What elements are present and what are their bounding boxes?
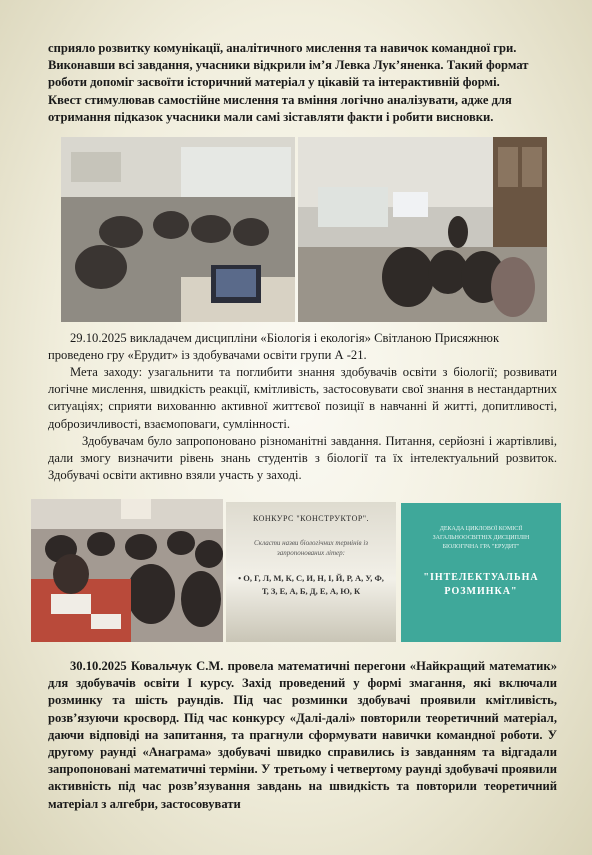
paragraph-math-race: 30.10.2025 Ковальчук С.М. провела математичні перегони «Найкращий математик» для здобувачів освіти І курсу. Захід проведений у формі змагання, які включали розминку та шість раундів. Під час розминки здобувачі проявили кмітливість, розв’язуючи кросворд. Під час конкурсу «Далі-далі» повторили теоретичний матеріал, даючи відповіді на запитання, та прагнули сформувати навички командної роботи. У другому раунді «Анаграма» здобувачі швидко справились із завданням та відгадали запропоновані математичні терміни. У третьому і четвертому раунді здобувачі проявили активність під час розв’язування завдань на швидкість та повторили теоретичний матеріал з алгебри, застосовувати <box>48 659 557 811</box>
slide-subtitle <box>226 538 396 558</box>
slide-konkurs-konstruktor <box>226 502 396 642</box>
header-line: ДЕКАДА ЦИКЛОВОЇ КОМІСІЇ <box>439 526 523 532</box>
subtitle-line: запропонованих літер: <box>276 549 345 557</box>
photo-classroom-projector <box>298 137 547 322</box>
slide-header <box>401 525 561 552</box>
text-line: Виконавши всі завдання, учасники відкрили ім’я Левка Лук’яненка. Такий формат <box>48 58 529 73</box>
photo-classroom-laptop <box>61 137 295 322</box>
paragraph-erudyt-tasks: Здобувачам було запропоновано різноманітні завдання. Питання, серйозні і жартівливі, дали змогу визначити рівень знань студентів з біології та їх інтелектуальний розвиток. Здобувачі освіти активно взяли участь у заході. <box>48 434 557 483</box>
title-line: РОЗМИНКА" <box>444 586 518 597</box>
title-line: "ІНТЕЛЕКТУАЛЬНА <box>423 572 539 583</box>
paragraph-erudyt-intro <box>48 330 557 364</box>
text-line: проведено гру «Ерудит» із здобувачами освіти групи А -21. <box>48 348 367 363</box>
text-line: роботи допоміг засвоїти історичний матеріал у цікавій та інтерактивній формі. <box>48 75 500 90</box>
header-line: БІОЛОГІЧНА ГРА "ЕРУДИТ" <box>442 544 520 550</box>
letters-line: • О, Г, Л, М, К, С, И, Н, І, Й, Р, А, У, Ф, <box>238 573 384 583</box>
subtitle-line: Скласти назви біологічних термінів із <box>253 539 368 547</box>
slide-letters <box>226 572 396 598</box>
photo-students-classroom <box>31 499 223 642</box>
text-line: 29.10.2025 викладачем дисципліни «Біологія і екологія» Світланою Присяжнюк <box>70 331 500 345</box>
slide-title <box>401 571 561 599</box>
paragraph-quest-summary <box>48 40 557 126</box>
text-line: отримання підказок учасники мали самі зіставляти факти і робити висновки. <box>48 109 494 124</box>
slide-title: КОНКУРС "КОНСТРУКТОР". <box>252 514 370 523</box>
text-line: Квест стимулював самостійне мислення та вміння логічно аналізувати, адже для <box>48 92 512 107</box>
text-line: сприяло розвитку комунікації, аналітичного мислення та навичок командної гри. <box>48 41 517 55</box>
paragraph-erudyt-goal: Мета заходу: узагальнити та поглибити знання здобувачів освіти з біології; розвивати логічне мислення, швидкість реакції, кмітливість, застосовувати свої знання в нестандартних ситуаціях; сприяти вихованню активної життєвої позиції в навчанні й житті, допитливості, доброзичливості, взаємоповаги, сумлінності. <box>48 365 557 431</box>
header-line: ЗАГАЛЬНООСВІТНІХ ДИСЦИПЛІН <box>432 535 530 541</box>
slide-intelektualna-rozminka <box>401 503 561 642</box>
letters-line: Т, З, Е, А, Б, Д, Е, А, Ю, К <box>261 586 361 596</box>
